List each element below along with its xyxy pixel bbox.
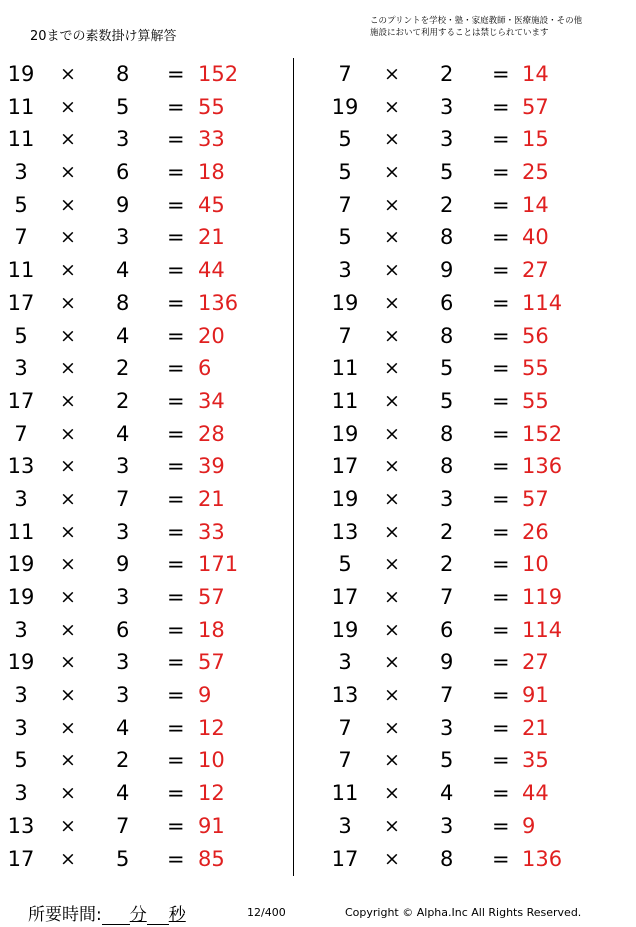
answer-value: 27 bbox=[522, 650, 549, 675]
equals-sign: = bbox=[167, 356, 185, 381]
times-sign: × bbox=[384, 782, 400, 805]
second-operand: 4 bbox=[116, 323, 130, 348]
times-sign: × bbox=[60, 618, 76, 641]
times-sign: × bbox=[60, 716, 76, 739]
times-sign: × bbox=[60, 95, 76, 118]
second-operand: 3 bbox=[440, 127, 454, 152]
time-label: 所要時間: bbox=[28, 905, 102, 925]
answer-value: 39 bbox=[198, 454, 225, 479]
answer-value: 18 bbox=[198, 617, 225, 642]
first-operand: 11 bbox=[7, 94, 35, 119]
first-operand: 17 bbox=[331, 846, 359, 871]
equals-sign: = bbox=[167, 552, 185, 577]
answer-value: 44 bbox=[198, 258, 225, 283]
second-operand: 8 bbox=[116, 62, 130, 86]
answer-value: 91 bbox=[198, 813, 225, 838]
second-operand: 5 bbox=[440, 748, 454, 773]
times-sign: × bbox=[60, 455, 76, 478]
times-sign: × bbox=[384, 814, 400, 837]
equals-sign: = bbox=[492, 160, 510, 185]
second-operand: 5 bbox=[116, 94, 130, 119]
equals-sign: = bbox=[167, 617, 185, 642]
second-operand: 8 bbox=[440, 454, 454, 479]
times-sign: × bbox=[384, 161, 400, 184]
equals-sign: = bbox=[167, 62, 185, 86]
equals-sign: = bbox=[167, 290, 185, 315]
answer-value: 91 bbox=[522, 683, 549, 708]
first-operand: 3 bbox=[14, 683, 28, 708]
first-operand: 11 bbox=[331, 781, 359, 806]
second-operand: 2 bbox=[116, 388, 130, 413]
answer-value: 85 bbox=[198, 846, 225, 871]
second-operand: 3 bbox=[440, 813, 454, 838]
first-operand: 17 bbox=[7, 846, 35, 871]
first-operand: 3 bbox=[338, 650, 352, 675]
first-operand: 7 bbox=[14, 225, 28, 250]
equals-sign: = bbox=[167, 454, 185, 479]
first-operand: 3 bbox=[14, 356, 28, 381]
answer-value: 35 bbox=[522, 748, 549, 773]
answer-value: 12 bbox=[198, 715, 225, 740]
first-operand: 3 bbox=[14, 781, 28, 806]
answer-value: 9 bbox=[522, 813, 536, 838]
equals-sign: = bbox=[167, 846, 185, 871]
second-operand: 8 bbox=[440, 421, 454, 446]
answer-value: 136 bbox=[522, 454, 563, 479]
equals-sign: = bbox=[167, 258, 185, 283]
equals-sign: = bbox=[492, 192, 510, 217]
equals-sign: = bbox=[167, 127, 185, 152]
second-operand: 4 bbox=[440, 781, 454, 806]
equals-sign: = bbox=[492, 421, 510, 446]
equals-sign: = bbox=[492, 617, 510, 642]
second-operand: 5 bbox=[440, 356, 454, 381]
times-sign: × bbox=[384, 422, 400, 445]
second-operand: 3 bbox=[116, 683, 130, 708]
equals-sign: = bbox=[167, 715, 185, 740]
equals-sign: = bbox=[492, 356, 510, 381]
equals-sign: = bbox=[167, 225, 185, 250]
minutes-unit: 分 bbox=[129, 905, 147, 925]
times-sign: × bbox=[60, 814, 76, 837]
second-operand: 7 bbox=[440, 585, 454, 609]
times-sign: × bbox=[60, 487, 76, 510]
times-sign: × bbox=[384, 487, 400, 510]
second-operand: 3 bbox=[440, 94, 454, 119]
answer-value: 114 bbox=[522, 617, 563, 642]
equals-sign: = bbox=[167, 94, 185, 119]
answer-value: 171 bbox=[198, 552, 239, 577]
equals-sign: = bbox=[492, 585, 510, 609]
times-sign: × bbox=[384, 95, 400, 118]
first-operand: 11 bbox=[7, 258, 35, 283]
answer-value: 15 bbox=[522, 127, 549, 152]
minutes-blank[interactable] bbox=[102, 906, 130, 925]
first-operand: 13 bbox=[7, 813, 35, 838]
seconds-unit: 秒 bbox=[168, 905, 186, 925]
answer-value: 21 bbox=[198, 225, 225, 250]
second-operand: 8 bbox=[116, 290, 130, 315]
times-sign: × bbox=[384, 193, 400, 216]
answer-value: 136 bbox=[198, 290, 239, 315]
second-operand: 3 bbox=[116, 225, 130, 250]
times-sign: × bbox=[60, 422, 76, 445]
equals-sign: = bbox=[492, 323, 510, 348]
first-operand: 5 bbox=[338, 225, 352, 250]
second-operand: 8 bbox=[440, 225, 454, 250]
times-sign: × bbox=[384, 847, 400, 870]
second-operand: 3 bbox=[116, 585, 130, 609]
equals-sign: = bbox=[167, 388, 185, 413]
times-sign: × bbox=[384, 684, 400, 707]
second-operand: 8 bbox=[440, 323, 454, 348]
times-sign: × bbox=[60, 553, 76, 576]
equals-sign: = bbox=[492, 62, 510, 86]
answer-value: 14 bbox=[522, 192, 549, 217]
equals-sign: = bbox=[492, 127, 510, 152]
first-operand: 5 bbox=[14, 748, 28, 773]
first-operand: 11 bbox=[7, 127, 35, 152]
second-operand: 5 bbox=[440, 160, 454, 185]
second-operand: 6 bbox=[440, 290, 454, 315]
equals-sign: = bbox=[492, 519, 510, 544]
second-operand: 3 bbox=[116, 519, 130, 544]
answer-value: 21 bbox=[198, 486, 225, 511]
times-sign: × bbox=[60, 782, 76, 805]
times-sign: × bbox=[60, 586, 76, 608]
column-divider bbox=[293, 58, 294, 876]
answer-value: 27 bbox=[522, 258, 549, 283]
equals-sign: = bbox=[492, 486, 510, 511]
answer-value: 10 bbox=[198, 748, 225, 773]
second-operand: 2 bbox=[116, 748, 130, 773]
equals-sign: = bbox=[492, 650, 510, 675]
first-operand: 19 bbox=[7, 585, 35, 609]
second-operand: 4 bbox=[116, 781, 130, 806]
second-operand: 3 bbox=[116, 650, 130, 675]
second-operand: 9 bbox=[116, 192, 130, 217]
times-sign: × bbox=[60, 389, 76, 412]
times-sign: × bbox=[60, 651, 76, 674]
times-sign: × bbox=[60, 324, 76, 347]
answer-value: 152 bbox=[198, 62, 239, 86]
times-sign: × bbox=[384, 291, 400, 314]
equals-sign: = bbox=[167, 160, 185, 185]
answer-value: 55 bbox=[522, 388, 549, 413]
second-operand: 2 bbox=[440, 192, 454, 217]
second-operand: 6 bbox=[440, 617, 454, 642]
times-sign: × bbox=[60, 357, 76, 380]
equals-sign: = bbox=[492, 290, 510, 315]
answer-value: 25 bbox=[522, 160, 549, 185]
first-operand: 17 bbox=[331, 585, 359, 609]
first-operand: 5 bbox=[338, 552, 352, 577]
answer-value: 33 bbox=[198, 519, 225, 544]
second-operand: 4 bbox=[116, 258, 130, 283]
answer-value: 119 bbox=[522, 585, 563, 609]
answer-value: 114 bbox=[522, 290, 563, 315]
times-sign: × bbox=[384, 618, 400, 641]
answer-value: 21 bbox=[522, 715, 549, 740]
answer-value: 40 bbox=[522, 225, 549, 250]
answer-value: 55 bbox=[522, 356, 549, 381]
first-operand: 19 bbox=[331, 421, 359, 446]
times-sign: × bbox=[384, 259, 400, 282]
times-sign: × bbox=[384, 520, 400, 543]
first-operand: 5 bbox=[14, 323, 28, 348]
first-operand: 19 bbox=[7, 650, 35, 675]
first-operand: 7 bbox=[338, 323, 352, 348]
second-operand: 6 bbox=[116, 617, 130, 642]
first-operand: 5 bbox=[14, 192, 28, 217]
equals-sign: = bbox=[167, 781, 185, 806]
times-sign: × bbox=[60, 259, 76, 282]
equals-sign: = bbox=[492, 813, 510, 838]
times-sign: × bbox=[60, 520, 76, 543]
answer-value: 6 bbox=[198, 356, 212, 381]
equals-sign: = bbox=[167, 585, 185, 609]
times-sign: × bbox=[384, 128, 400, 151]
equals-sign: = bbox=[167, 323, 185, 348]
times-sign: × bbox=[384, 389, 400, 412]
equals-sign: = bbox=[492, 781, 510, 806]
answer-value: 44 bbox=[522, 781, 549, 806]
answer-value: 56 bbox=[522, 323, 549, 348]
first-operand: 7 bbox=[14, 421, 28, 446]
second-operand: 3 bbox=[116, 127, 130, 152]
first-operand: 11 bbox=[331, 388, 359, 413]
times-sign: × bbox=[60, 161, 76, 184]
equals-sign: = bbox=[167, 650, 185, 675]
second-operand: 4 bbox=[116, 421, 130, 446]
first-operand: 19 bbox=[331, 94, 359, 119]
second-operand: 9 bbox=[440, 258, 454, 283]
first-operand: 3 bbox=[14, 715, 28, 740]
second-operand: 4 bbox=[116, 715, 130, 740]
time-taken-field bbox=[28, 900, 186, 925]
first-operand: 19 bbox=[331, 617, 359, 642]
equals-sign: = bbox=[492, 683, 510, 708]
equals-sign: = bbox=[492, 225, 510, 250]
answer-value: 136 bbox=[522, 846, 563, 871]
answer-value: 14 bbox=[522, 62, 549, 86]
first-operand: 3 bbox=[14, 486, 28, 511]
times-sign: × bbox=[384, 357, 400, 380]
equals-sign: = bbox=[492, 94, 510, 119]
first-operand: 5 bbox=[338, 160, 352, 185]
answer-value: 57 bbox=[522, 94, 549, 119]
page-number: 12/400 bbox=[247, 906, 286, 919]
times-sign: × bbox=[384, 749, 400, 772]
first-operand: 3 bbox=[14, 617, 28, 642]
answer-value: 57 bbox=[198, 650, 225, 675]
times-sign: × bbox=[384, 586, 400, 608]
first-operand: 17 bbox=[7, 388, 35, 413]
second-operand: 3 bbox=[116, 454, 130, 479]
times-sign: × bbox=[384, 553, 400, 576]
answer-value: 28 bbox=[198, 421, 225, 446]
first-operand: 19 bbox=[331, 486, 359, 511]
equals-sign: = bbox=[167, 748, 185, 773]
second-operand: 6 bbox=[116, 160, 130, 185]
answer-value: 10 bbox=[522, 552, 549, 577]
seconds-blank[interactable] bbox=[147, 906, 169, 925]
times-sign: × bbox=[60, 226, 76, 249]
first-operand: 3 bbox=[14, 160, 28, 185]
answer-value: 152 bbox=[522, 421, 563, 446]
answer-value: 57 bbox=[198, 585, 225, 609]
answer-value: 33 bbox=[198, 127, 225, 152]
times-sign: × bbox=[384, 651, 400, 674]
first-operand: 13 bbox=[331, 519, 359, 544]
answer-value: 34 bbox=[198, 388, 225, 413]
first-operand: 3 bbox=[338, 258, 352, 283]
second-operand: 8 bbox=[440, 846, 454, 871]
first-operand: 19 bbox=[7, 552, 35, 577]
second-operand: 2 bbox=[440, 552, 454, 577]
second-operand: 7 bbox=[440, 683, 454, 708]
second-operand: 2 bbox=[440, 519, 454, 544]
equals-sign: = bbox=[492, 846, 510, 871]
times-sign: × bbox=[384, 226, 400, 249]
first-operand: 5 bbox=[338, 127, 352, 152]
first-operand: 11 bbox=[7, 519, 35, 544]
second-operand: 3 bbox=[440, 486, 454, 511]
answer-value: 26 bbox=[522, 519, 549, 544]
first-operand: 3 bbox=[338, 813, 352, 838]
first-operand: 13 bbox=[7, 454, 35, 479]
first-operand: 19 bbox=[7, 62, 35, 86]
equals-sign: = bbox=[492, 388, 510, 413]
times-sign: × bbox=[60, 128, 76, 151]
answer-value: 12 bbox=[198, 781, 225, 806]
equals-sign: = bbox=[167, 683, 185, 708]
first-operand: 13 bbox=[331, 683, 359, 708]
equals-sign: = bbox=[492, 454, 510, 479]
second-operand: 2 bbox=[440, 62, 454, 86]
second-operand: 9 bbox=[116, 552, 130, 577]
times-sign: × bbox=[384, 716, 400, 739]
first-operand: 7 bbox=[338, 715, 352, 740]
second-operand: 7 bbox=[116, 813, 130, 838]
equals-sign: = bbox=[492, 258, 510, 283]
second-operand: 9 bbox=[440, 650, 454, 675]
second-operand: 7 bbox=[116, 486, 130, 511]
equals-sign: = bbox=[167, 813, 185, 838]
equals-sign: = bbox=[492, 748, 510, 773]
first-operand: 19 bbox=[331, 290, 359, 315]
first-operand: 17 bbox=[7, 290, 35, 315]
second-operand: 5 bbox=[116, 846, 130, 871]
answer-value: 18 bbox=[198, 160, 225, 185]
worksheet-title: 20までの素数掛け算解答 bbox=[30, 29, 177, 44]
times-sign: × bbox=[384, 324, 400, 347]
second-operand: 3 bbox=[440, 715, 454, 740]
times-sign: × bbox=[60, 63, 76, 85]
usage-notice: このプリントを学校・塾・家庭教師・医療施設・その他 施設において利用することは禁じられています bbox=[370, 16, 583, 38]
first-operand: 7 bbox=[338, 192, 352, 217]
second-operand: 2 bbox=[116, 356, 130, 381]
times-sign: × bbox=[60, 847, 76, 870]
answer-value: 45 bbox=[198, 192, 225, 217]
times-sign: × bbox=[60, 193, 76, 216]
times-sign: × bbox=[60, 291, 76, 314]
first-operand: 7 bbox=[338, 748, 352, 773]
times-sign: × bbox=[60, 749, 76, 772]
equals-sign: = bbox=[492, 715, 510, 740]
answer-value: 55 bbox=[198, 94, 225, 119]
times-sign: × bbox=[384, 455, 400, 478]
equals-sign: = bbox=[167, 192, 185, 217]
equals-sign: = bbox=[167, 421, 185, 446]
equals-sign: = bbox=[167, 486, 185, 511]
copyright-notice: Copyright © Alpha.Inc All Rights Reserved. bbox=[345, 906, 582, 919]
answer-value: 9 bbox=[198, 683, 212, 708]
times-sign: × bbox=[60, 684, 76, 707]
times-sign: × bbox=[384, 63, 400, 85]
first-operand: 7 bbox=[338, 62, 352, 86]
first-operand: 17 bbox=[331, 454, 359, 479]
first-operand: 11 bbox=[331, 356, 359, 381]
equals-sign: = bbox=[492, 552, 510, 577]
equals-sign: = bbox=[167, 519, 185, 544]
second-operand: 5 bbox=[440, 388, 454, 413]
answer-value: 57 bbox=[522, 486, 549, 511]
answer-value: 20 bbox=[198, 323, 225, 348]
